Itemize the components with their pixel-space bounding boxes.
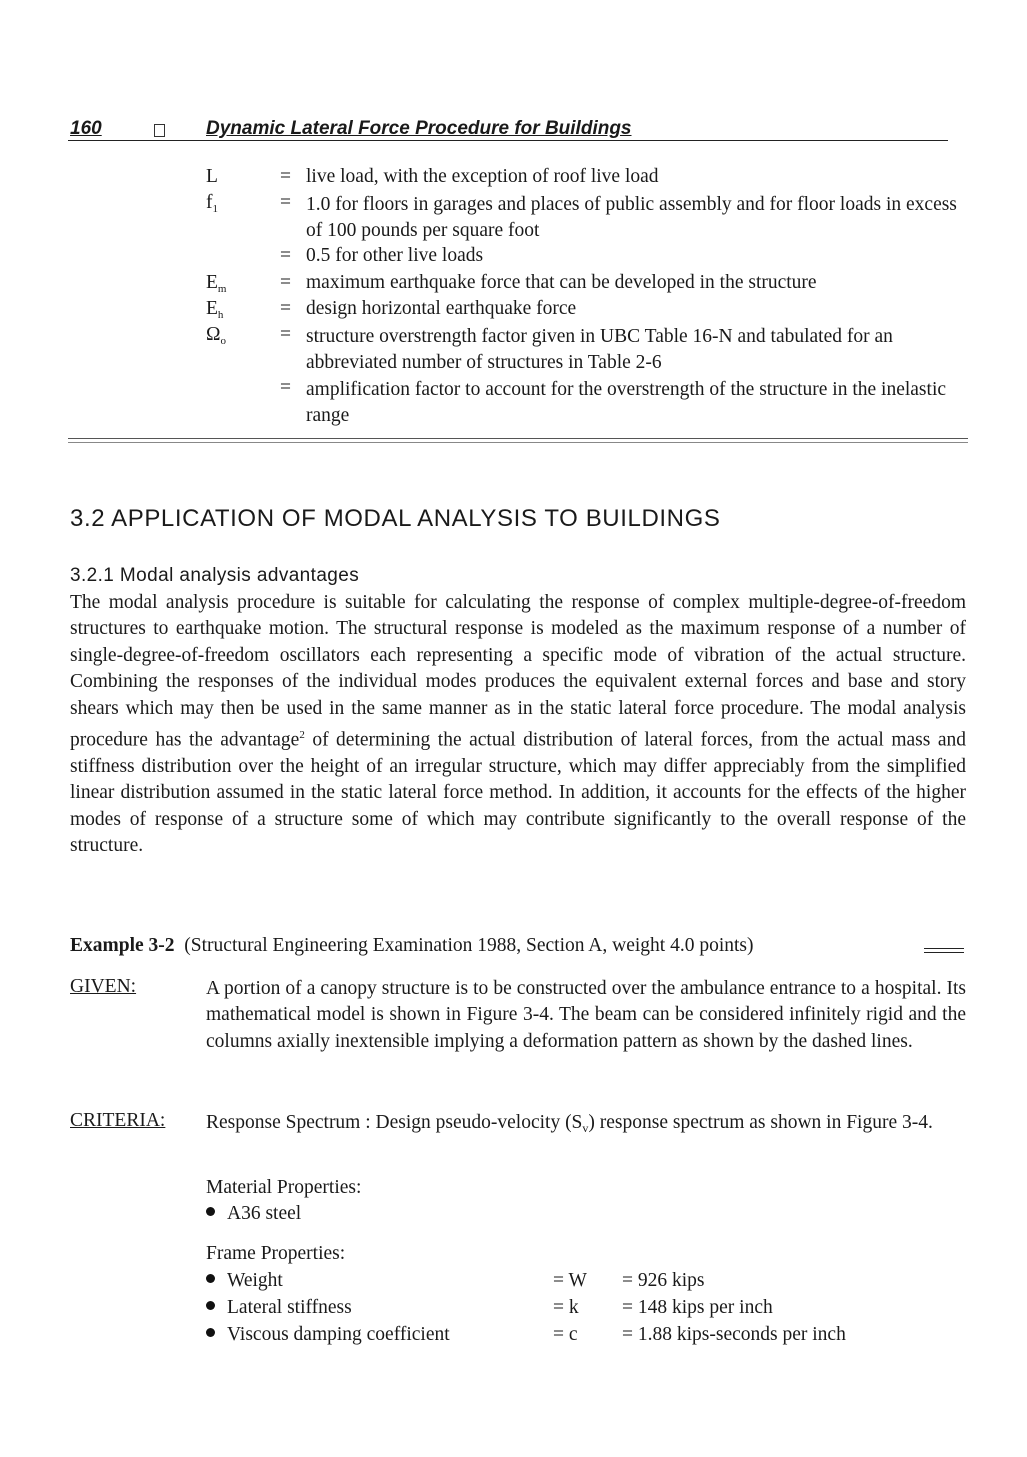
header-rule bbox=[68, 140, 948, 141]
definition-equals: = bbox=[280, 192, 291, 213]
definition-symbol: $\Omega_o$ bbox=[206, 324, 226, 347]
given-text: A portion of a canopy structure is to be constructed over the ambulance entrance to a hospital. Its mathematical model is shown in Figure 3-4. The beam can be considered infinitely rigid and the columns axially inextensible implying a deformation pattern as shown by the dashed lines. bbox=[206, 978, 966, 1052]
definition-equals: = bbox=[280, 298, 291, 319]
frame-property-name: Weight bbox=[206, 1270, 283, 1292]
definition-equals: = bbox=[280, 377, 291, 398]
example-heading-rule bbox=[924, 948, 964, 953]
definition-text: 0.5 for other live loads bbox=[306, 245, 484, 266]
definition-text: amplification factor to account for the overstrength of the structure in the inelastic range bbox=[306, 379, 947, 427]
definition-equals: = bbox=[280, 245, 291, 266]
definition-text: maximum earthquake force that can be developed in the structure bbox=[306, 272, 817, 293]
body-paragraph: The modal analysis procedure is suitable for calculating the response of complex multiple-degree-of-freedom structures to earthquake motion. The structural response is modeled as the maximum response of a number of single-degree-of-freedom oscillators each representing a specific mode of vibration of the actual structure. Combining the responses of the individual modes produces the equivalent external forces and base and story shears which may then be used in the same manner as in the static lateral force procedure. The modal analysis procedure has the advantage$^2$ of determining the actual distribution of lateral forces, from the actual mass and stiffness distribution over the height of an irregular structure, which may differ appreciably from the simplified linear distribution assumed in the static lateral force method. In addition, it accounts for the effects of the higher modes of response of a structure some of which may contribute significantly to the overall response of the structure. bbox=[70, 592, 966, 857]
criteria-label: CRITERIA: bbox=[70, 1110, 166, 1131]
definition-symbol: $f_1$ bbox=[206, 192, 218, 215]
definition-symbol: $E_m$ bbox=[206, 272, 227, 295]
section-divider bbox=[68, 438, 968, 443]
example-heading bbox=[70, 935, 970, 957]
definition-equals: = bbox=[280, 166, 291, 187]
bullet-icon bbox=[206, 1274, 215, 1283]
bullet-icon bbox=[206, 1328, 215, 1337]
frame-property-name: Lateral stiffness bbox=[206, 1297, 352, 1319]
material-heading: Material Properties: bbox=[206, 1177, 362, 1198]
section-title: 3.2 APPLICATION OF MODAL ANALYSIS TO BUILDINGS bbox=[70, 505, 721, 532]
frame-property-symbol: = W bbox=[553, 1270, 587, 1291]
subsection-title: 3.2.1 Modal analysis advantages bbox=[70, 565, 360, 586]
definition-symbol: L bbox=[206, 166, 218, 187]
page-number: 160 bbox=[70, 118, 102, 139]
definition-equals: = bbox=[280, 272, 291, 293]
bullet-icon bbox=[206, 1207, 215, 1216]
definition-text: structure overstrength factor given in UBC Table 16-N and tabulated for an abbreviated number of structures in Table 2-6 bbox=[306, 326, 893, 374]
material-item: A36 steel bbox=[206, 1203, 301, 1225]
example-source: (Structural Engineering Examination 1988, Section A, weight 4.0 points) bbox=[184, 935, 754, 956]
frame-property-value: = 1.88 kips-seconds per inch bbox=[622, 1324, 846, 1345]
frame-property-value: = 926 kips bbox=[622, 1270, 705, 1291]
footnote-ref: 2 bbox=[299, 729, 305, 742]
definition-text: 1.0 for floors in garages and places of public assembly and for floor loads in excess of 100 pounds per square foot bbox=[306, 194, 957, 242]
header-box-icon bbox=[154, 124, 165, 137]
frame-property-value: = 148 kips per inch bbox=[622, 1297, 773, 1318]
definition-text: design horizontal earthquake force bbox=[306, 298, 577, 319]
frame-property-symbol: = k bbox=[553, 1297, 579, 1318]
criteria-text: Response Spectrum : Design pseudo-velocity $(S_v)$ response spectrum as shown in Figure 3-4. bbox=[206, 1112, 933, 1135]
definition-equals: = bbox=[280, 324, 291, 345]
frame-property-name: Viscous damping coefficient bbox=[206, 1324, 450, 1346]
frame-heading: Frame Properties: bbox=[206, 1243, 346, 1264]
bullet-icon bbox=[206, 1301, 215, 1310]
definition-text: live load, with the exception of roof live load bbox=[306, 166, 659, 187]
frame-property-symbol: = c bbox=[553, 1324, 578, 1345]
definition-symbol: $E_h$ bbox=[206, 298, 224, 321]
example-label: Example 3-2 bbox=[70, 935, 175, 956]
running-title: Dynamic Lateral Force Procedure for Buildings bbox=[206, 118, 632, 139]
given-label: GIVEN: bbox=[70, 976, 137, 997]
